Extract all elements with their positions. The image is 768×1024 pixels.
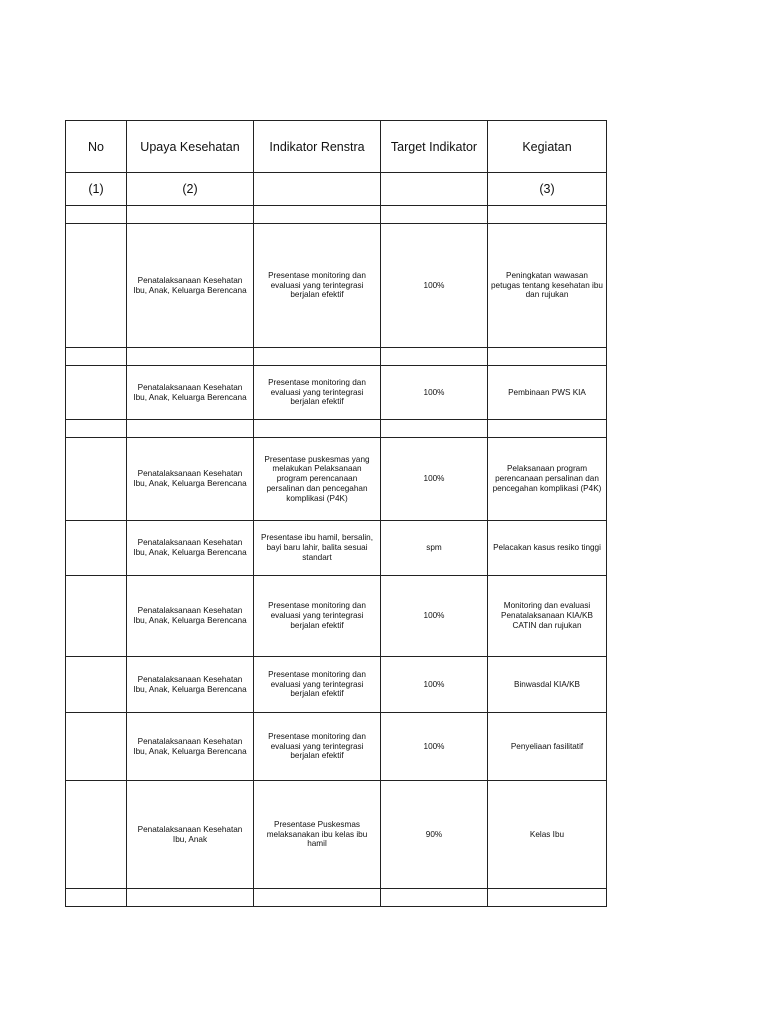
no-cell [66, 576, 127, 657]
table-row [66, 366, 607, 420]
target-cell: 100% [381, 438, 488, 521]
upaya-cell: Penatalaksanaan Kesehatan Ibu, Anak, Keluarga Berencana [127, 713, 254, 781]
col-number-cell: (3) [488, 173, 607, 206]
header-upaya-kesehatan: Upaya Kesehatan [127, 121, 254, 173]
upaya-cell: Penatalaksanaan Kesehatan Ibu, Anak, Keluarga Berencana [127, 521, 254, 576]
kegiatan-cell: Kelas Ibu [488, 781, 607, 889]
target-cell: 100% [381, 657, 488, 713]
indikator-cell: Presentase ibu hamil, bersalin, bayi baru lahir, balita sesuai standart [254, 521, 381, 576]
spacer-row [66, 420, 607, 438]
col-number-cell: (1) [66, 173, 127, 206]
indikator-cell: Presentase monitoring dan evaluasi yang terintegrasi berjalan efektif [254, 366, 381, 420]
no-cell [66, 781, 127, 889]
header-no: No [66, 121, 127, 173]
kegiatan-cell: Penyeliaan fasilitatif [488, 713, 607, 781]
kegiatan-cell: Pembinaan PWS KIA [488, 366, 607, 420]
table-row [66, 576, 607, 657]
col-number-cell [254, 173, 381, 206]
spacer-row [66, 206, 607, 224]
target-cell: 90% [381, 781, 488, 889]
kegiatan-cell: Monitoring dan evaluasi Penatalaksanaan KIA/KB CATIN dan rujukan [488, 576, 607, 657]
spacer-row [66, 889, 607, 907]
indikator-cell: Presentase monitoring dan evaluasi yang terintegrasi berjalan efektif [254, 576, 381, 657]
no-cell [66, 657, 127, 713]
kegiatan-cell: Peningkatan wawasan petugas tentang kesehatan ibu dan rujukan [488, 224, 607, 348]
upaya-cell: Penatalaksanaan Kesehatan Ibu, Anak, Keluarga Berencana [127, 224, 254, 348]
table-row [66, 713, 607, 781]
no-cell [66, 521, 127, 576]
indikator-cell: Presentase monitoring dan evaluasi yang terintegrasi berjalan efektif [254, 657, 381, 713]
column-number-row [66, 173, 607, 206]
spacer-row [66, 348, 607, 366]
no-cell [66, 366, 127, 420]
indikator-cell: Presentase puskesmas yang melakukan Pelaksanaan program perencanaan persalinan dan pencegahan komplikasi (P4K) [254, 438, 381, 521]
header-kegiatan: Kegiatan [488, 121, 607, 173]
kegiatan-cell: Binwasdal KIA/KB [488, 657, 607, 713]
target-cell: 100% [381, 224, 488, 348]
target-cell: 100% [381, 366, 488, 420]
col-number-cell: (2) [127, 173, 254, 206]
target-cell: 100% [381, 576, 488, 657]
target-cell: 100% [381, 713, 488, 781]
table-row [66, 657, 607, 713]
no-cell [66, 713, 127, 781]
table-row [66, 781, 607, 889]
table-row [66, 521, 607, 576]
upaya-cell: Penatalaksanaan Kesehatan Ibu, Anak, Keluarga Berencana [127, 438, 254, 521]
target-cell: spm [381, 521, 488, 576]
no-cell [66, 438, 127, 521]
no-cell [66, 224, 127, 348]
header-target-indikator: Target Indikator [381, 121, 488, 173]
header-indikator-renstra: Indikator Renstra [254, 121, 381, 173]
renstra-table [65, 120, 607, 907]
upaya-cell: Penatalaksanaan Kesehatan Ibu, Anak [127, 781, 254, 889]
col-number-cell [381, 173, 488, 206]
indikator-cell: Presentase monitoring dan evaluasi yang terintegrasi berjalan efektif [254, 713, 381, 781]
table-row [66, 438, 607, 521]
upaya-cell: Penatalaksanaan Kesehatan Ibu, Anak, Keluarga Berencana [127, 366, 254, 420]
header-row [66, 121, 607, 173]
kegiatan-cell: Pelacakan kasus resiko tinggi [488, 521, 607, 576]
upaya-cell: Penatalaksanaan Kesehatan Ibu, Anak, Keluarga Berencana [127, 657, 254, 713]
indikator-cell: Presentase Puskesmas melaksanakan ibu kelas ibu hamil [254, 781, 381, 889]
table-row [66, 224, 607, 348]
indikator-cell: Presentase monitoring dan evaluasi yang terintegrasi berjalan efektif [254, 224, 381, 348]
kegiatan-cell: Pelaksanaan program perencanaan persalinan dan pencegahan komplikasi (P4K) [488, 438, 607, 521]
upaya-cell: Penatalaksanaan Kesehatan Ibu, Anak, Keluarga Berencana [127, 576, 254, 657]
